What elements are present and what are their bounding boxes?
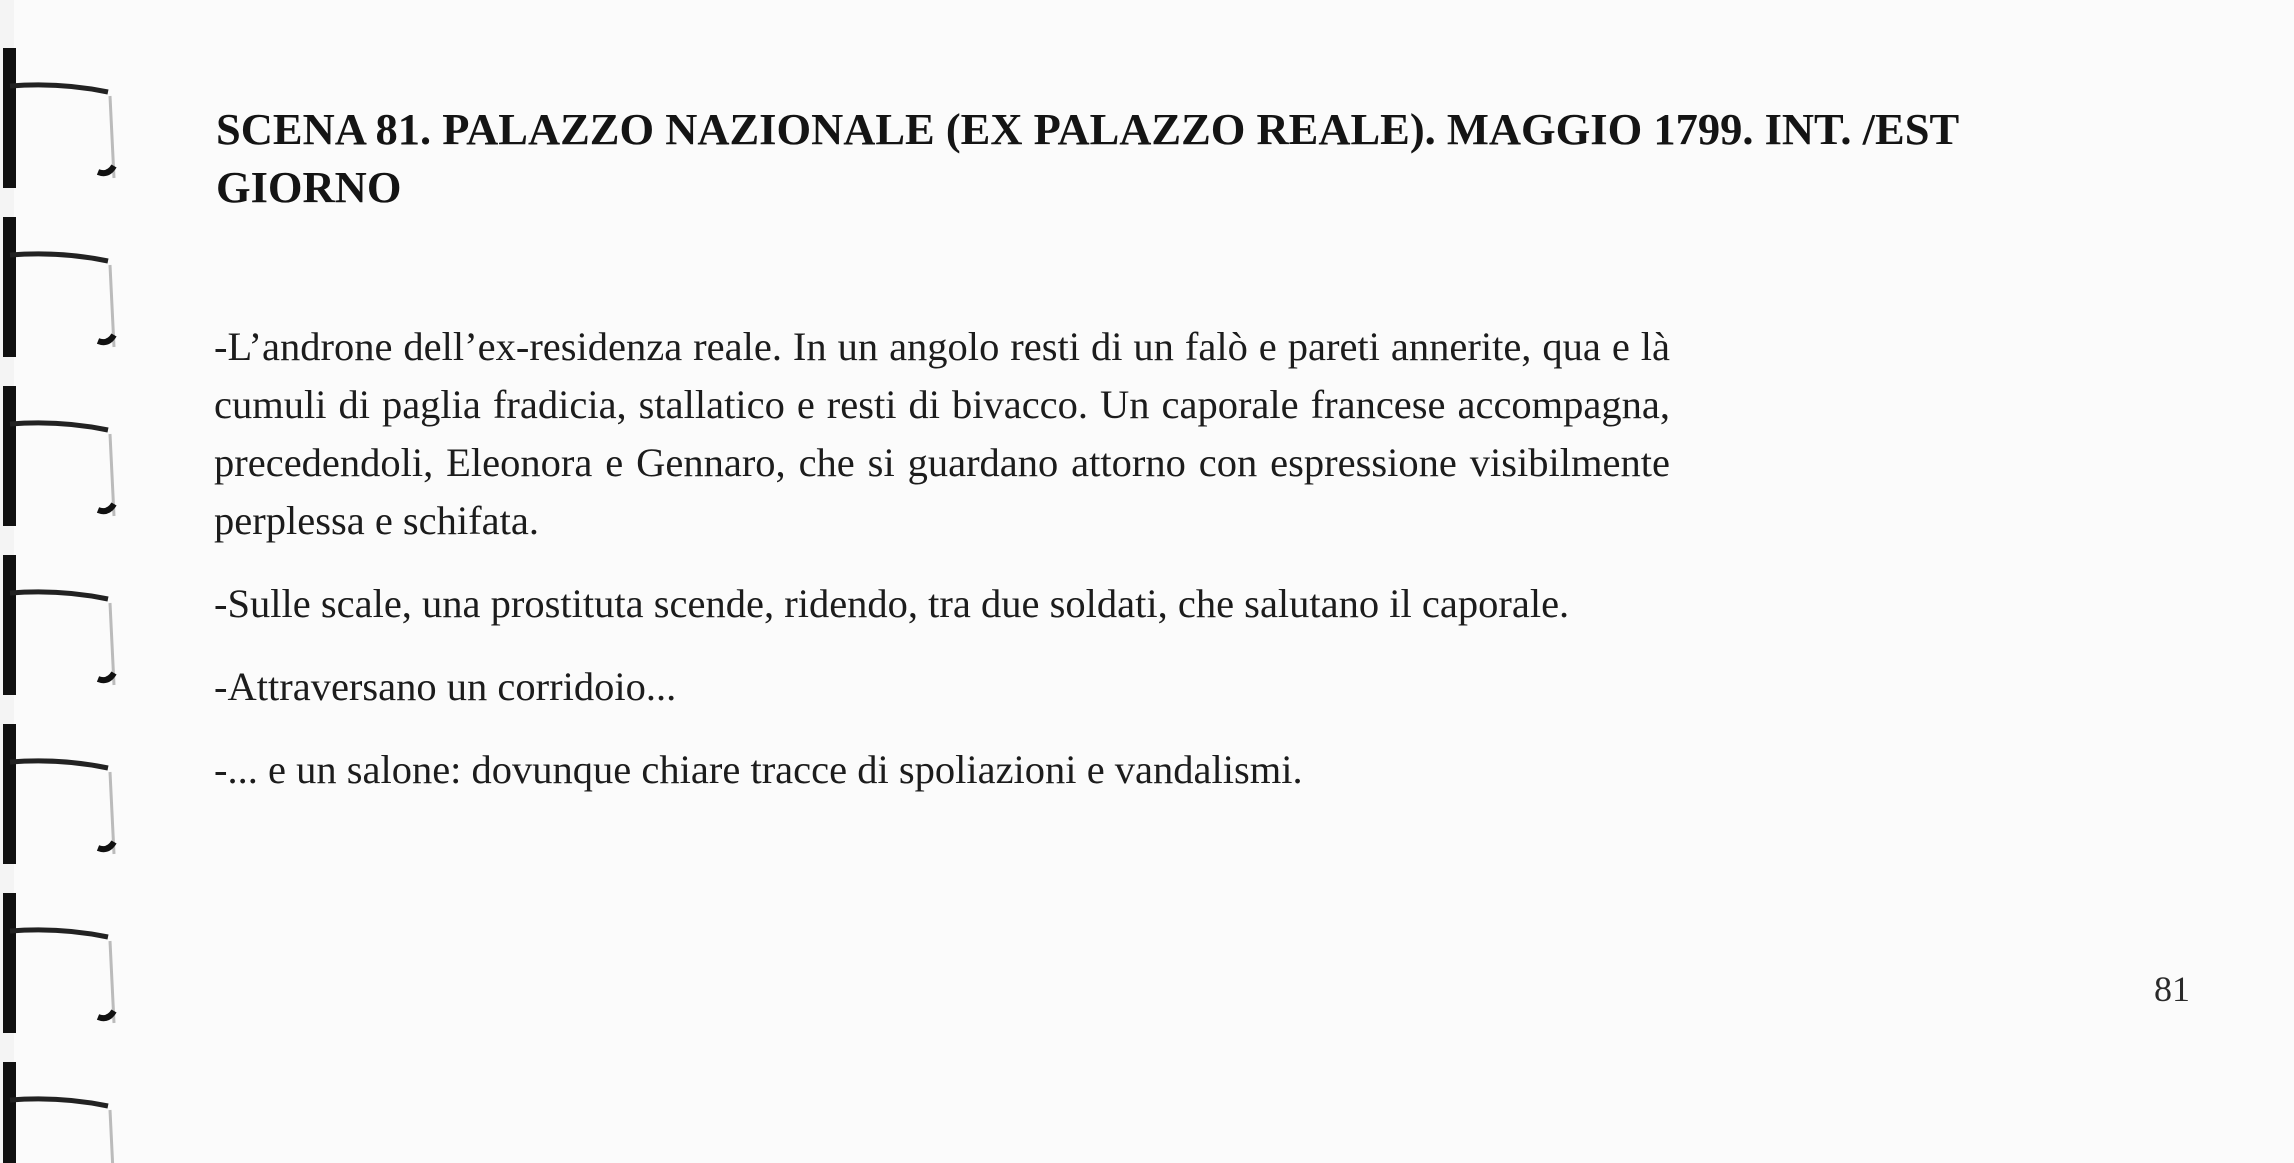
binding-ring-hook bbox=[98, 1011, 114, 1018]
page-number: 81 bbox=[2154, 969, 2190, 1009]
binding-ring bbox=[3, 724, 16, 864]
binding-rings bbox=[0, 0, 130, 1163]
binding-ring-edge bbox=[110, 1110, 114, 1163]
spiral-binding-edge bbox=[0, 0, 130, 1163]
binding-ring-hook bbox=[98, 842, 114, 849]
binding-ring-curve bbox=[10, 592, 108, 599]
binding-ring bbox=[3, 893, 16, 1033]
scene-heading bbox=[216, 100, 2294, 216]
binding-ring-hook bbox=[98, 166, 114, 173]
paragraph: -L’androne dell’ex-residenza reale. In un angolo resti di un falò e pareti annerite, qua e là cumuli di paglia fradicia, stallatico e resti di bivacco. Un caporale francese accompagna, precedendoli, Eleonora e Gennaro, che si guardano attorno con espressione visibilmente perplessa e schifata. bbox=[214, 324, 1670, 543]
paragraph: -Attraversano un corridoio... bbox=[214, 664, 677, 709]
binding-ring bbox=[3, 386, 16, 526]
binding-ring-curve bbox=[10, 761, 108, 768]
binding-ring-hook bbox=[98, 673, 114, 680]
paragraph: -... e un salone: dovunque chiare tracce di spoliazioni e vandalismi. bbox=[214, 747, 1303, 792]
binding-ring bbox=[3, 217, 16, 357]
scene-description bbox=[214, 318, 1670, 824]
binding-ring-curve bbox=[10, 254, 108, 261]
binding-ring bbox=[3, 555, 16, 695]
binding-ring-curve bbox=[10, 1099, 108, 1106]
scene-heading-line-2: GIORNO bbox=[216, 162, 402, 212]
binding-ring bbox=[3, 1062, 16, 1163]
binding-ring-hook bbox=[98, 335, 114, 342]
paragraph: -Sulle scale, una prostituta scende, ridendo, tra due soldati, che salutano il caporale. bbox=[214, 581, 1570, 626]
binding-ring-curve bbox=[10, 423, 108, 430]
binding-ring-curve bbox=[10, 930, 108, 937]
scene-heading-line-1: SCENA 81. PALAZZO NAZIONALE (EX PALAZZO REALE). MAGGIO 1799. INT. /EST bbox=[216, 104, 1960, 154]
binding-ring-hook bbox=[98, 504, 114, 511]
binding-ring-curve bbox=[10, 85, 108, 92]
binding-ring bbox=[3, 48, 16, 188]
